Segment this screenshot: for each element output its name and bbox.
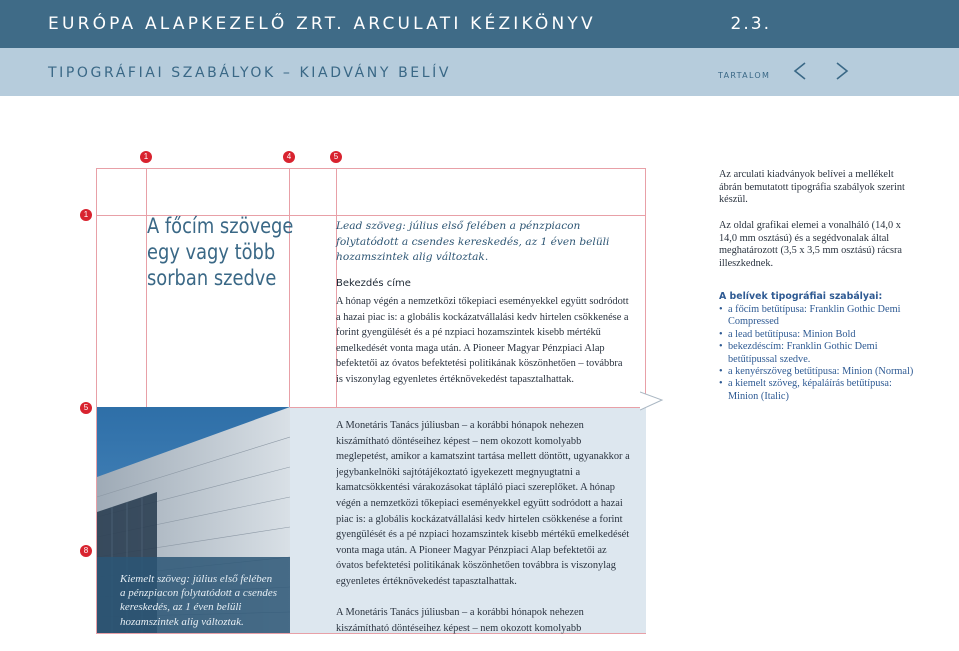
- main-headline: [147, 213, 294, 291]
- headline-line: sorban szedve: [147, 266, 277, 290]
- grid-marker-top-1: 1: [140, 151, 152, 163]
- highlight-text: Kiemelt szöveg: július első felében a pénzpiacon folytatódott a csendes kereskedés, az 1 éven belüli hozamszintek alig változtak.: [120, 573, 278, 628]
- body-paragraph: A Monetáris Tanács júliusban – a korábbi hónapok nehezen kiszámítható döntéseihez képest – nem okozott komolyabb meglepetést, amikor a kamatszint tartása mellett döntött, ugyanakkor a jegybankelnöki sajtótájékoztató igyekezett megnyugtatni a kamatcsökkentési várakozásokat tápláló piaci szereplőket. A hónap végén a nemzetközi tőkepiaci eseményekkel együtt sodródott a hazai piac is: a globális kockázatvállalási kedv hirtelen csökkenése a forint gyengülését és a pé nzpiaci hozamszintek kisebb mértékű emelkedését vonta maga után. A Pioneer Magyar Pénzpiaci Alap befektetői az óvatos befektetési politikának köszönhetően továbbra is viszonylag egyenletes értéknövekedést tapasztalhattak.: [336, 420, 630, 587]
- section-number: 2.3.: [730, 14, 771, 34]
- lead-text: Lead szöveg: július első felében a pénzpiacon folytatódott a csendes kereskedés, az 1 éven belüli hozamszintek alig változtak.: [336, 220, 610, 263]
- sidebar-grid-note: Az oldal grafikai elemei a vonalháló (14,0 x 14,0 mm osztású) és a segédvonalak által meghatározott (3,5 x 3,5 mm osztású) rácsra illeszkednek.: [719, 220, 902, 269]
- toc-link[interactable]: TARTALOM: [718, 71, 771, 80]
- list-item: • bekezdéscím: Franklin Gothic Demi betűtípussal szedve.: [719, 341, 919, 366]
- next-page-icon[interactable]: [834, 60, 850, 86]
- list-item: • a kenyérszöveg betűtípusa: Minion (Normal): [719, 366, 919, 378]
- headline-line: A főcím szövege: [147, 214, 294, 238]
- grid-marker-left-5: 5: [80, 402, 92, 414]
- header-bar: [0, 0, 959, 48]
- callout-arrow-icon: [640, 390, 666, 414]
- sidebar-rules-heading: A belívek tipográfiai szabályai:: [719, 291, 883, 302]
- body-text-1: A hónap végén a nemzetközi tőkepiaci eseményekkel együtt sodródott a hazai piac is: a globális kockázatvállalási kedv hirtelen csökkenése a forint gyengülését és a pé nzpiaci hozamszintek kisebb mértékű emelkedését vonta maga után. A Pioneer Magyar Pénzpiaci Alap befektetői az óvatos befektetési politikának köszönhetően – továbbra is viszonylag egyenletes értéknövekedést tapasztalhattak.: [336, 296, 629, 385]
- paragraph-title: Bekezdés címe: [336, 278, 411, 289]
- prev-page-icon[interactable]: [792, 60, 808, 86]
- document-title: EURÓPA ALAPKEZELŐ ZRT. ARCULATI KÉZIKÖNYV: [48, 14, 596, 34]
- grid-marker-left-8: 8: [80, 545, 92, 557]
- page-subtitle: TIPOGRÁFIAI SZABÁLYOK – KIADVÁNY BELÍV: [48, 65, 452, 81]
- list-item: • a kiemelt szöveg, képaláírás betűtípusa: Minion (Italic): [719, 378, 919, 403]
- headline-line: egy vagy több: [147, 240, 276, 264]
- grid-marker-top-5: 5: [330, 151, 342, 163]
- body-paragraph: A Monetáris Tanács júliusban – a korábbi hónapok nehezen kiszámítható döntéseihez képest – nem okozott komolyabb: [336, 607, 584, 634]
- sidebar-intro: Az arculati kiadványok belívei a mellékelt ábrán bemutatott tipográfia szabályok szerint készül.: [719, 169, 905, 206]
- list-item: • a főcím betűtípusa: Franklin Gothic Demi Compressed: [719, 304, 919, 329]
- grid-marker-left-1: 1: [80, 209, 92, 221]
- subheader-bar: [0, 48, 959, 96]
- sidebar-rules-list: [719, 304, 919, 403]
- body-text-2: [336, 418, 632, 634]
- list-item: • a lead betűtípusa: Minion Bold: [719, 329, 919, 341]
- grid-marker-top-4: 4: [283, 151, 295, 163]
